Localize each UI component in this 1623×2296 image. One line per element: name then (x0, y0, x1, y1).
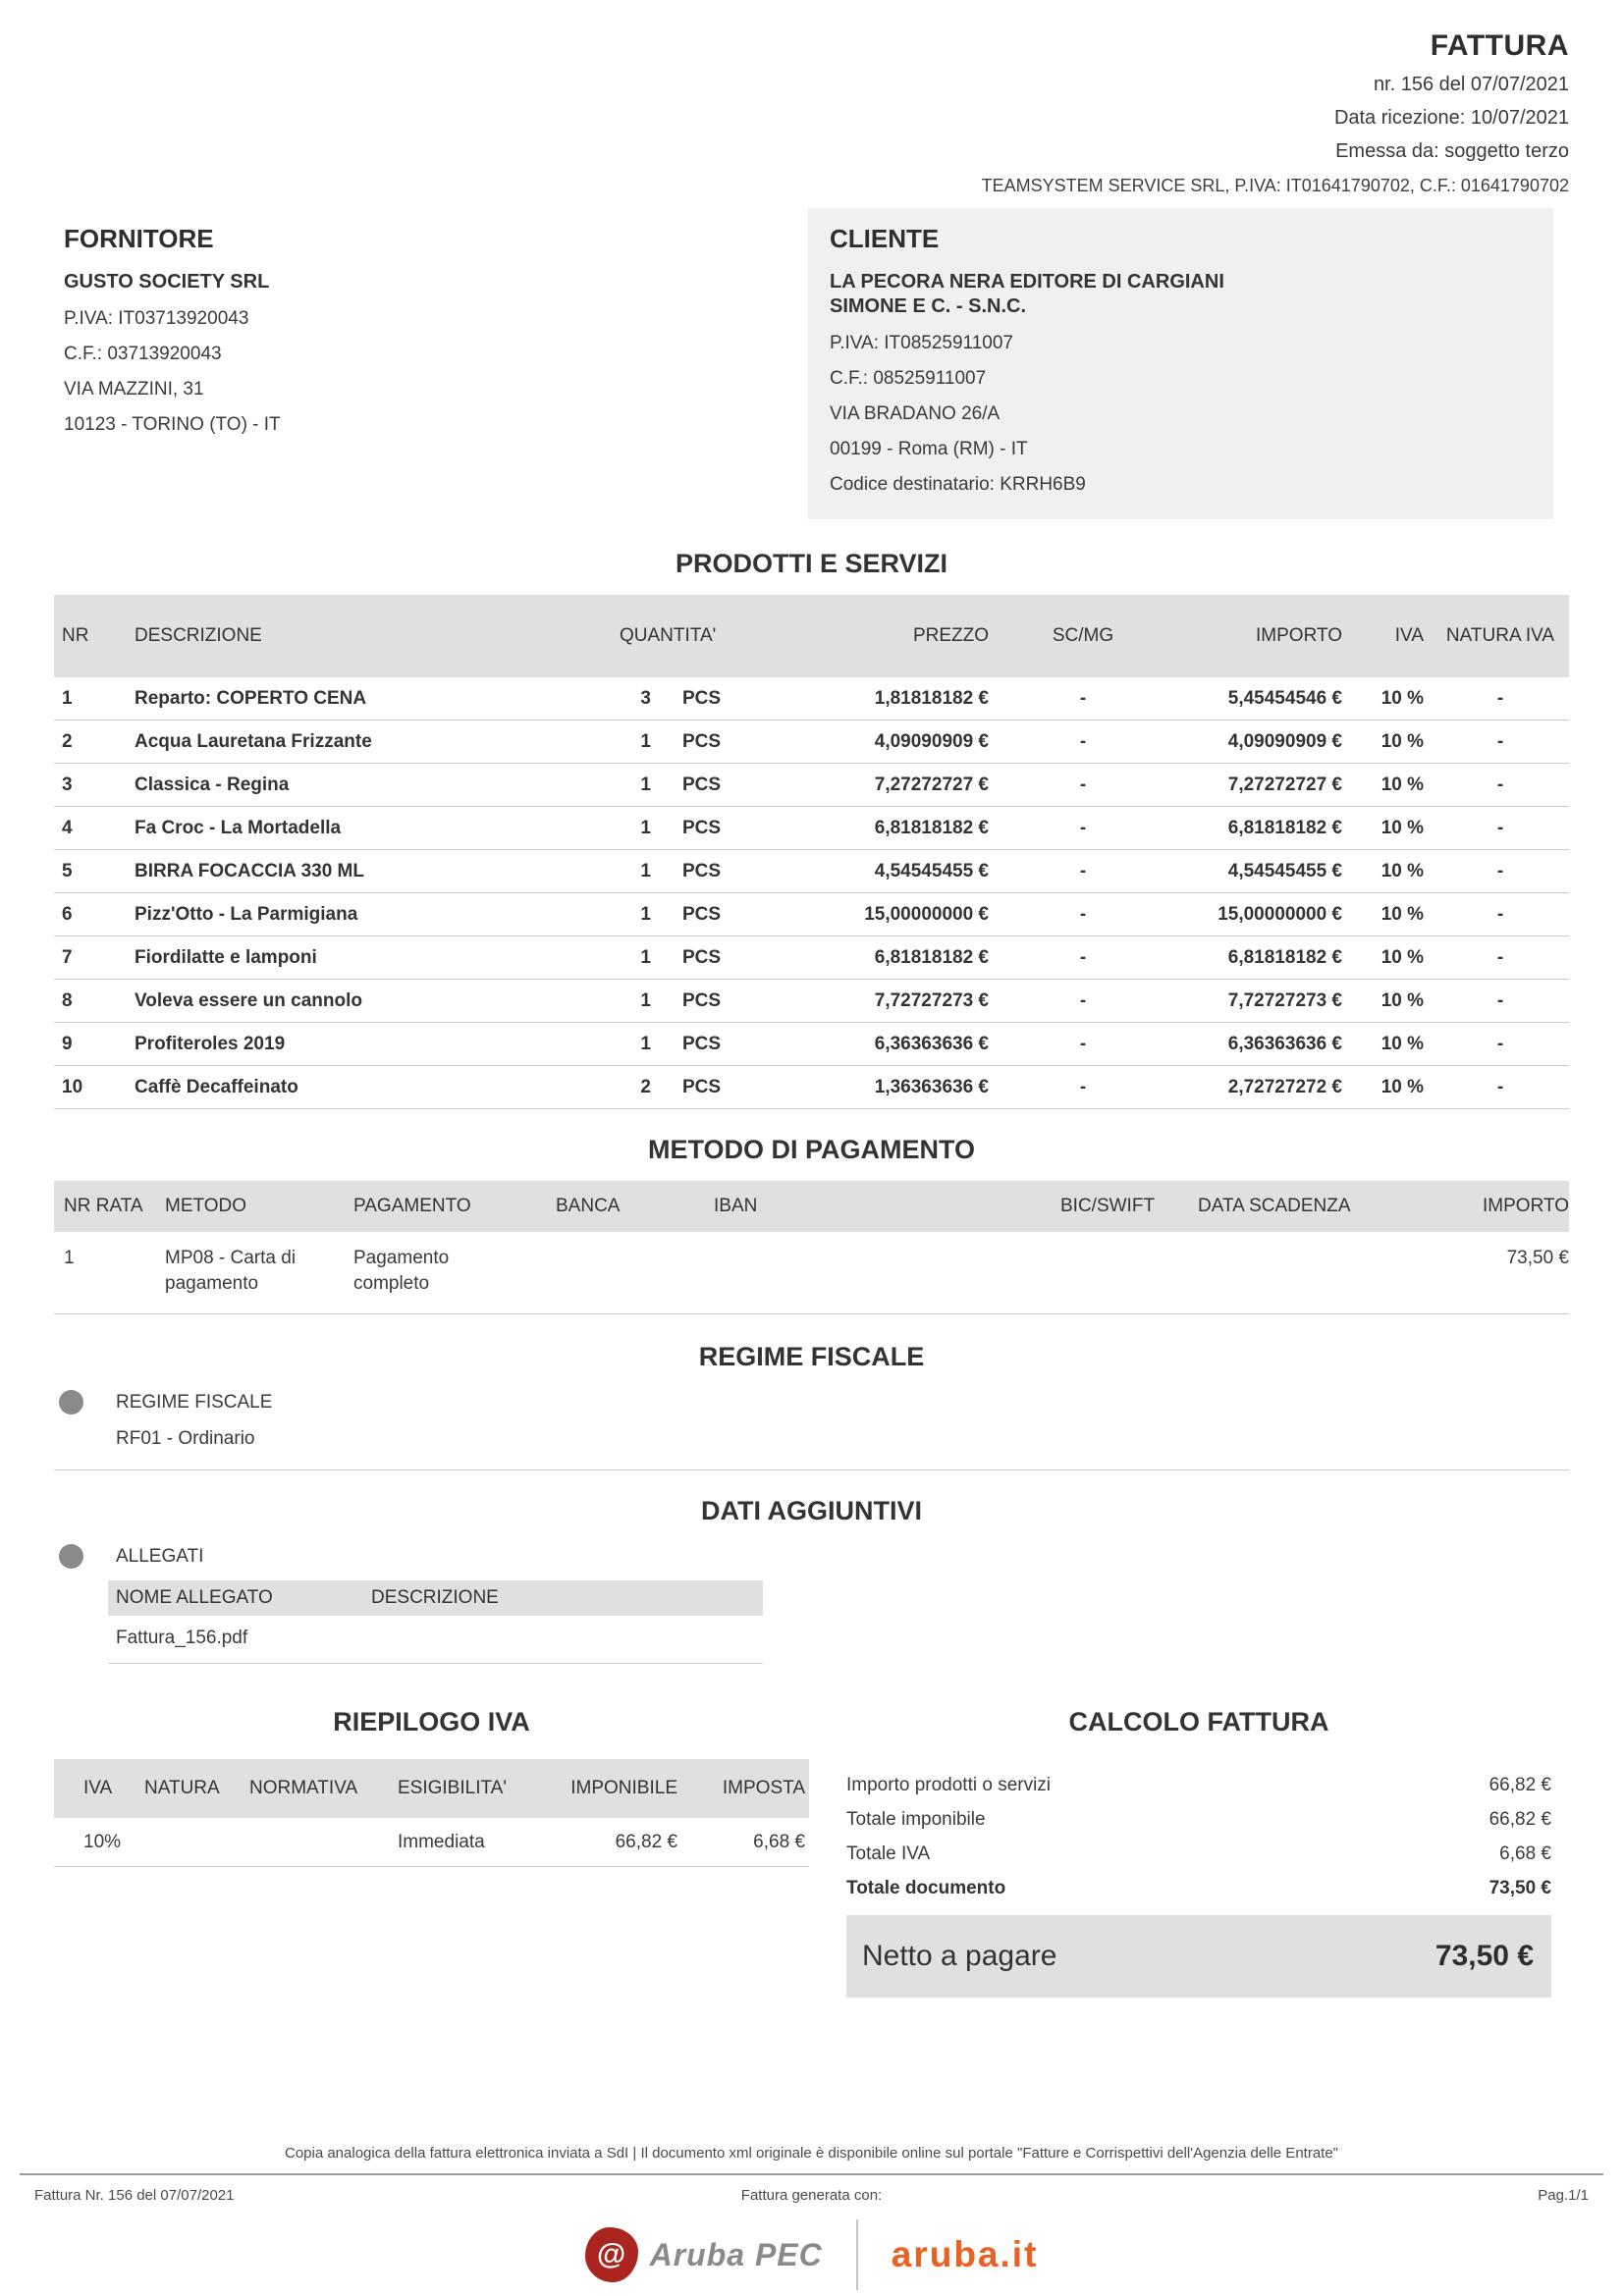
supplier-cf: C.F.: 03713920043 (64, 344, 222, 364)
supplier-address: VIA MAZZINI, 31 (64, 379, 204, 400)
net-to-pay-band (846, 1915, 1551, 1998)
customer-heading: CLIENTE (830, 224, 940, 253)
product-vat-nature: - (1496, 687, 1504, 709)
calc-value: 73,50 € (1488, 1878, 1551, 1899)
footer-invoice-ref: Fattura Nr. 156 del 07/07/2021 (34, 2187, 235, 2204)
product-nr: 2 (62, 730, 73, 752)
col-nr: NR (62, 625, 89, 646)
net-to-pay-value: 73,50 € (1434, 1940, 1534, 1973)
col-imponibile: IMPONIBILE (570, 1778, 677, 1799)
col-natura: NATURA (144, 1778, 220, 1799)
parties-section (54, 208, 1569, 519)
product-quantity: 2 (640, 1076, 651, 1097)
product-discount: - (1079, 946, 1087, 968)
allegati-table-header (108, 1580, 763, 1616)
product-nr: 3 (62, 774, 73, 795)
product-nr: 7 (62, 946, 73, 968)
page-footer (0, 2145, 1623, 2290)
vat-taxable: 66,82 € (615, 1831, 677, 1852)
product-unit: PCS (682, 730, 722, 752)
summary-section (54, 1707, 1569, 1998)
calc-label: Importo prodotti o servizi (846, 1775, 1052, 1796)
product-vat-nature: - (1496, 860, 1504, 881)
col-quantita: QUANTITA' (620, 625, 717, 646)
product-quantity: 1 (640, 903, 651, 925)
product-vat: 10 % (1380, 730, 1424, 752)
payment-table-header (54, 1181, 1569, 1232)
col-iban: IBAN (714, 1196, 758, 1216)
col-nr-rata: NR RATA (64, 1196, 143, 1216)
product-description: Profiteroles 2019 (135, 1033, 286, 1054)
footer-logos (20, 2219, 1603, 2290)
product-vat: 10 % (1380, 860, 1424, 881)
product-amount: 7,27272727 € (1227, 774, 1342, 795)
product-discount: - (1079, 687, 1087, 709)
col-natura-iva: NATURA IVA (1445, 625, 1555, 646)
product-unit: PCS (682, 860, 722, 881)
attachment-description (363, 1628, 763, 1649)
product-nr: 6 (62, 903, 73, 925)
product-nr: 8 (62, 989, 73, 1011)
payment-type: Pagamento completo (353, 1248, 450, 1294)
product-vat-nature: - (1496, 730, 1504, 752)
col-nome-allegato: NOME ALLEGATO (116, 1587, 273, 1609)
aruba-it-logo: aruba.it (891, 2234, 1039, 2274)
calc-label: Totale IVA (846, 1843, 931, 1865)
intermediary-line: TEAMSYSTEM SERVICE SRL, P.IVA: IT01641790702, C.F.: 01641790702 (981, 176, 1569, 195)
section-divider (54, 1469, 1569, 1470)
product-vat: 10 % (1380, 903, 1424, 925)
invoice-number-line: nr. 156 del 07/07/2021 (1373, 74, 1569, 95)
product-description: Reparto: COPERTO CENA (135, 687, 367, 709)
footer-row (20, 2187, 1603, 2204)
product-vat-nature: - (1496, 989, 1504, 1011)
product-description: Voleva essere un cannolo (135, 989, 362, 1011)
product-row (54, 893, 1569, 936)
aruba-pec-wordmark: Aruba PEC (649, 2236, 823, 2272)
product-nr: 4 (62, 817, 73, 838)
calc-label: Totale documento (846, 1878, 1006, 1899)
product-amount: 6,36363636 € (1227, 1033, 1342, 1054)
product-description: Acqua Lauretana Frizzante (135, 730, 372, 752)
product-nr: 10 (62, 1076, 83, 1097)
calc-label: Totale imponibile (846, 1809, 986, 1831)
product-vat: 10 % (1380, 687, 1424, 709)
payment-nr-rata: 1 (64, 1248, 75, 1268)
product-unit: PCS (682, 946, 722, 968)
product-description: Pizz'Otto - La Parmigiana (135, 903, 358, 925)
product-unit: PCS (682, 1033, 722, 1054)
vat-table-header (54, 1759, 809, 1818)
product-price: 1,81818182 € (874, 687, 989, 709)
product-vat: 10 % (1380, 989, 1424, 1011)
supplier-name: GUSTO SOCIETY SRL (64, 271, 270, 293)
product-quantity: 1 (640, 730, 651, 752)
product-discount: - (1079, 1033, 1087, 1054)
payment-bic (1060, 1246, 1198, 1296)
vat-summary-block (54, 1707, 809, 1998)
reception-date-line: Data ricezione: 10/07/2021 (1333, 107, 1569, 129)
product-discount: - (1079, 989, 1087, 1011)
product-description: Caffè Decaffeinato (135, 1076, 298, 1097)
payment-row (54, 1232, 1569, 1314)
product-quantity: 1 (640, 817, 651, 838)
product-nr: 9 (62, 1033, 73, 1054)
product-price: 6,36363636 € (874, 1033, 989, 1054)
product-amount: 4,54545455 € (1227, 860, 1342, 881)
product-discount: - (1079, 903, 1087, 925)
vat-chargeability: Immediata (398, 1831, 485, 1852)
calc-value: 6,68 € (1499, 1843, 1551, 1865)
product-quantity: 1 (640, 860, 651, 881)
document-header (54, 0, 1569, 196)
product-quantity: 1 (640, 946, 651, 968)
product-price: 4,54545455 € (874, 860, 989, 881)
product-amount: 6,81818182 € (1227, 817, 1342, 838)
col-imposta: IMPOSTA (722, 1778, 805, 1799)
product-vat: 10 % (1380, 774, 1424, 795)
vat-summary-heading: RIEPILOGO IVA (333, 1707, 530, 1737)
footer-divider (20, 2173, 1603, 2175)
footer-page-number: Pag.1/1 (1538, 2187, 1589, 2204)
col-metodo: METODO (165, 1196, 247, 1216)
additional-data-heading: DATI AGGIUNTIVI (701, 1496, 922, 1526)
calc-value: 66,82 € (1488, 1809, 1551, 1831)
products-table-header (54, 595, 1569, 677)
product-quantity: 3 (640, 687, 651, 709)
payment-due-date (1198, 1246, 1414, 1296)
net-to-pay-label: Netto a pagare (862, 1940, 1057, 1973)
col-importo: IMPORTO (1256, 625, 1342, 646)
footer-generated-with: Fattura generata con: (740, 2187, 883, 2204)
allegati-table (108, 1580, 763, 1664)
payment-bank (556, 1246, 714, 1296)
product-vat: 10 % (1380, 946, 1424, 968)
payment-section-heading: METODO DI PAGAMENTO (647, 1135, 976, 1164)
product-row (54, 980, 1569, 1023)
product-amount: 4,09090909 € (1227, 730, 1342, 752)
attachment-name: Fattura_156.pdf (116, 1628, 248, 1649)
product-amount: 15,00000000 € (1217, 903, 1342, 925)
vat-row (54, 1818, 809, 1867)
product-amount: 7,72727273 € (1227, 989, 1342, 1011)
product-amount: 2,72727272 € (1227, 1076, 1342, 1097)
bullet-icon (59, 1544, 83, 1569)
aruba-pec-logo (585, 2227, 823, 2282)
vat-rate: 10% (83, 1831, 122, 1852)
col-bic-swift: BIC/SWIFT (1060, 1196, 1156, 1216)
product-vat-nature: - (1496, 1033, 1504, 1054)
col-iva: IVA (1394, 625, 1424, 646)
customer-destination-code: Codice destinatario: KRRH6B9 (830, 474, 1086, 495)
product-quantity: 1 (640, 774, 651, 795)
product-description: Fa Croc - La Mortadella (135, 817, 342, 838)
allegati-label-row (54, 1544, 1569, 1569)
product-amount: 6,81818182 € (1227, 946, 1342, 968)
aruba-pec-rose-icon (585, 2227, 638, 2282)
issued-by-line: Emessa da: soggetto terzo (1335, 140, 1569, 162)
product-price: 4,09090909 € (874, 730, 989, 752)
invoice-calc-heading: CALCOLO FATTURA (1068, 1707, 1329, 1737)
product-discount: - (1079, 860, 1087, 881)
product-row (54, 764, 1569, 807)
product-discount: - (1079, 730, 1087, 752)
product-row (54, 936, 1569, 980)
product-vat: 10 % (1380, 1033, 1424, 1054)
product-price: 7,72727273 € (874, 989, 989, 1011)
product-price: 6,81818182 € (874, 817, 989, 838)
product-row (54, 1023, 1569, 1066)
product-discount: - (1079, 1076, 1087, 1097)
product-row (54, 807, 1569, 850)
col-prezzo: PREZZO (912, 625, 989, 646)
payment-amount: 73,50 € (1506, 1248, 1569, 1268)
product-unit: PCS (682, 989, 722, 1011)
product-price: 6,81818182 € (874, 946, 989, 968)
supplier-piva: P.IVA: IT03713920043 (64, 308, 249, 329)
product-discount: - (1079, 817, 1087, 838)
calc-value: 66,82 € (1488, 1775, 1551, 1796)
product-vat-nature: - (1496, 1076, 1504, 1097)
products-section-heading: PRODOTTI E SERVIZI (675, 549, 948, 578)
invoice-calc-block (846, 1707, 1551, 1998)
product-unit: PCS (682, 903, 722, 925)
product-discount: - (1079, 774, 1087, 795)
product-row (54, 1066, 1569, 1109)
customer-block (808, 208, 1553, 519)
product-price: 15,00000000 € (864, 903, 989, 925)
col-pagamento: PAGAMENTO (353, 1196, 471, 1216)
product-nr: 5 (62, 860, 73, 881)
product-quantity: 1 (640, 1033, 651, 1054)
col-esigibilita: ESIGIBILITA' (398, 1778, 507, 1799)
calc-row (846, 1843, 1551, 1865)
col-iva-rate: IVA (83, 1778, 113, 1799)
regime-label-row (54, 1390, 1569, 1415)
bullet-icon (59, 1390, 83, 1415)
customer-name: LA PECORA NERA EDITORE DI CARGIANI SIMONE E C. - S.N.C. (830, 271, 1224, 317)
allegati-label: ALLEGATI (116, 1545, 204, 1567)
calc-row (846, 1809, 1551, 1831)
product-vat: 10 % (1380, 1076, 1424, 1097)
product-row (54, 850, 1569, 893)
product-price: 1,36363636 € (874, 1076, 989, 1097)
calc-row (846, 1775, 1551, 1796)
product-vat: 10 % (1380, 817, 1424, 838)
col-descrizione: DESCRIZIONE (135, 625, 262, 646)
document-title: FATTURA (1430, 29, 1569, 62)
col-normativa: NORMATIVA (249, 1778, 358, 1799)
customer-piva: P.IVA: IT08525911007 (830, 333, 1013, 353)
payment-method: MP08 - Carta di pagamento (165, 1248, 297, 1294)
footer-note: Copia analogica della fattura elettronica inviata a SdI | Il documento xml originale è disponibile online sul portale "Fatture e Corrispettivi dell'Agenzia delle Entrate" (284, 2145, 1338, 2162)
supplier-heading: FORNITORE (64, 224, 214, 253)
regime-section-heading: REGIME FISCALE (698, 1342, 925, 1372)
product-description: Classica - Regina (135, 774, 290, 795)
regime-value: RF01 - Ordinario (116, 1428, 255, 1450)
col-banca: BANCA (556, 1196, 621, 1216)
product-quantity: 1 (640, 989, 651, 1011)
product-unit: PCS (682, 774, 722, 795)
product-vat-nature: - (1496, 817, 1504, 838)
invoice-calc-rows (846, 1775, 1551, 1899)
customer-address: VIA BRADANO 26/A (830, 403, 1001, 424)
col-data-scadenza: DATA SCADENZA (1198, 1196, 1351, 1216)
vat-tax: 6,68 € (753, 1831, 805, 1852)
customer-city: 00199 - Roma (RM) - IT (830, 439, 1028, 459)
product-description: BIRRA FOCACCIA 330 ML (135, 860, 364, 881)
regime-label: REGIME FISCALE (116, 1391, 273, 1413)
supplier-city: 10123 - TORINO (TO) - IT (64, 414, 281, 435)
product-description: Fiordilatte e lamponi (135, 946, 317, 968)
product-vat-nature: - (1496, 946, 1504, 968)
product-price: 7,27272727 € (874, 774, 989, 795)
logo-divider (856, 2219, 858, 2290)
product-row (54, 677, 1569, 721)
product-vat-nature: - (1496, 903, 1504, 925)
allegati-row (108, 1616, 763, 1664)
col-importo-pagamento: IMPORTO (1483, 1196, 1569, 1216)
calc-row-total-document (846, 1878, 1551, 1899)
product-nr: 1 (62, 687, 73, 709)
product-vat-nature: - (1496, 774, 1504, 795)
product-unit: PCS (682, 1076, 722, 1097)
at-icon: @ (596, 2238, 626, 2270)
customer-cf: C.F.: 08525911007 (830, 368, 987, 389)
payment-iban (714, 1246, 1060, 1296)
col-descrizione-allegato: DESCRIZIONE (371, 1587, 499, 1609)
col-sc-mg: SC/MG (1052, 625, 1114, 646)
product-row (54, 721, 1569, 764)
supplier-block (54, 208, 808, 519)
product-amount: 5,45454546 € (1227, 687, 1342, 709)
product-unit: PCS (682, 687, 722, 709)
product-unit: PCS (682, 817, 722, 838)
